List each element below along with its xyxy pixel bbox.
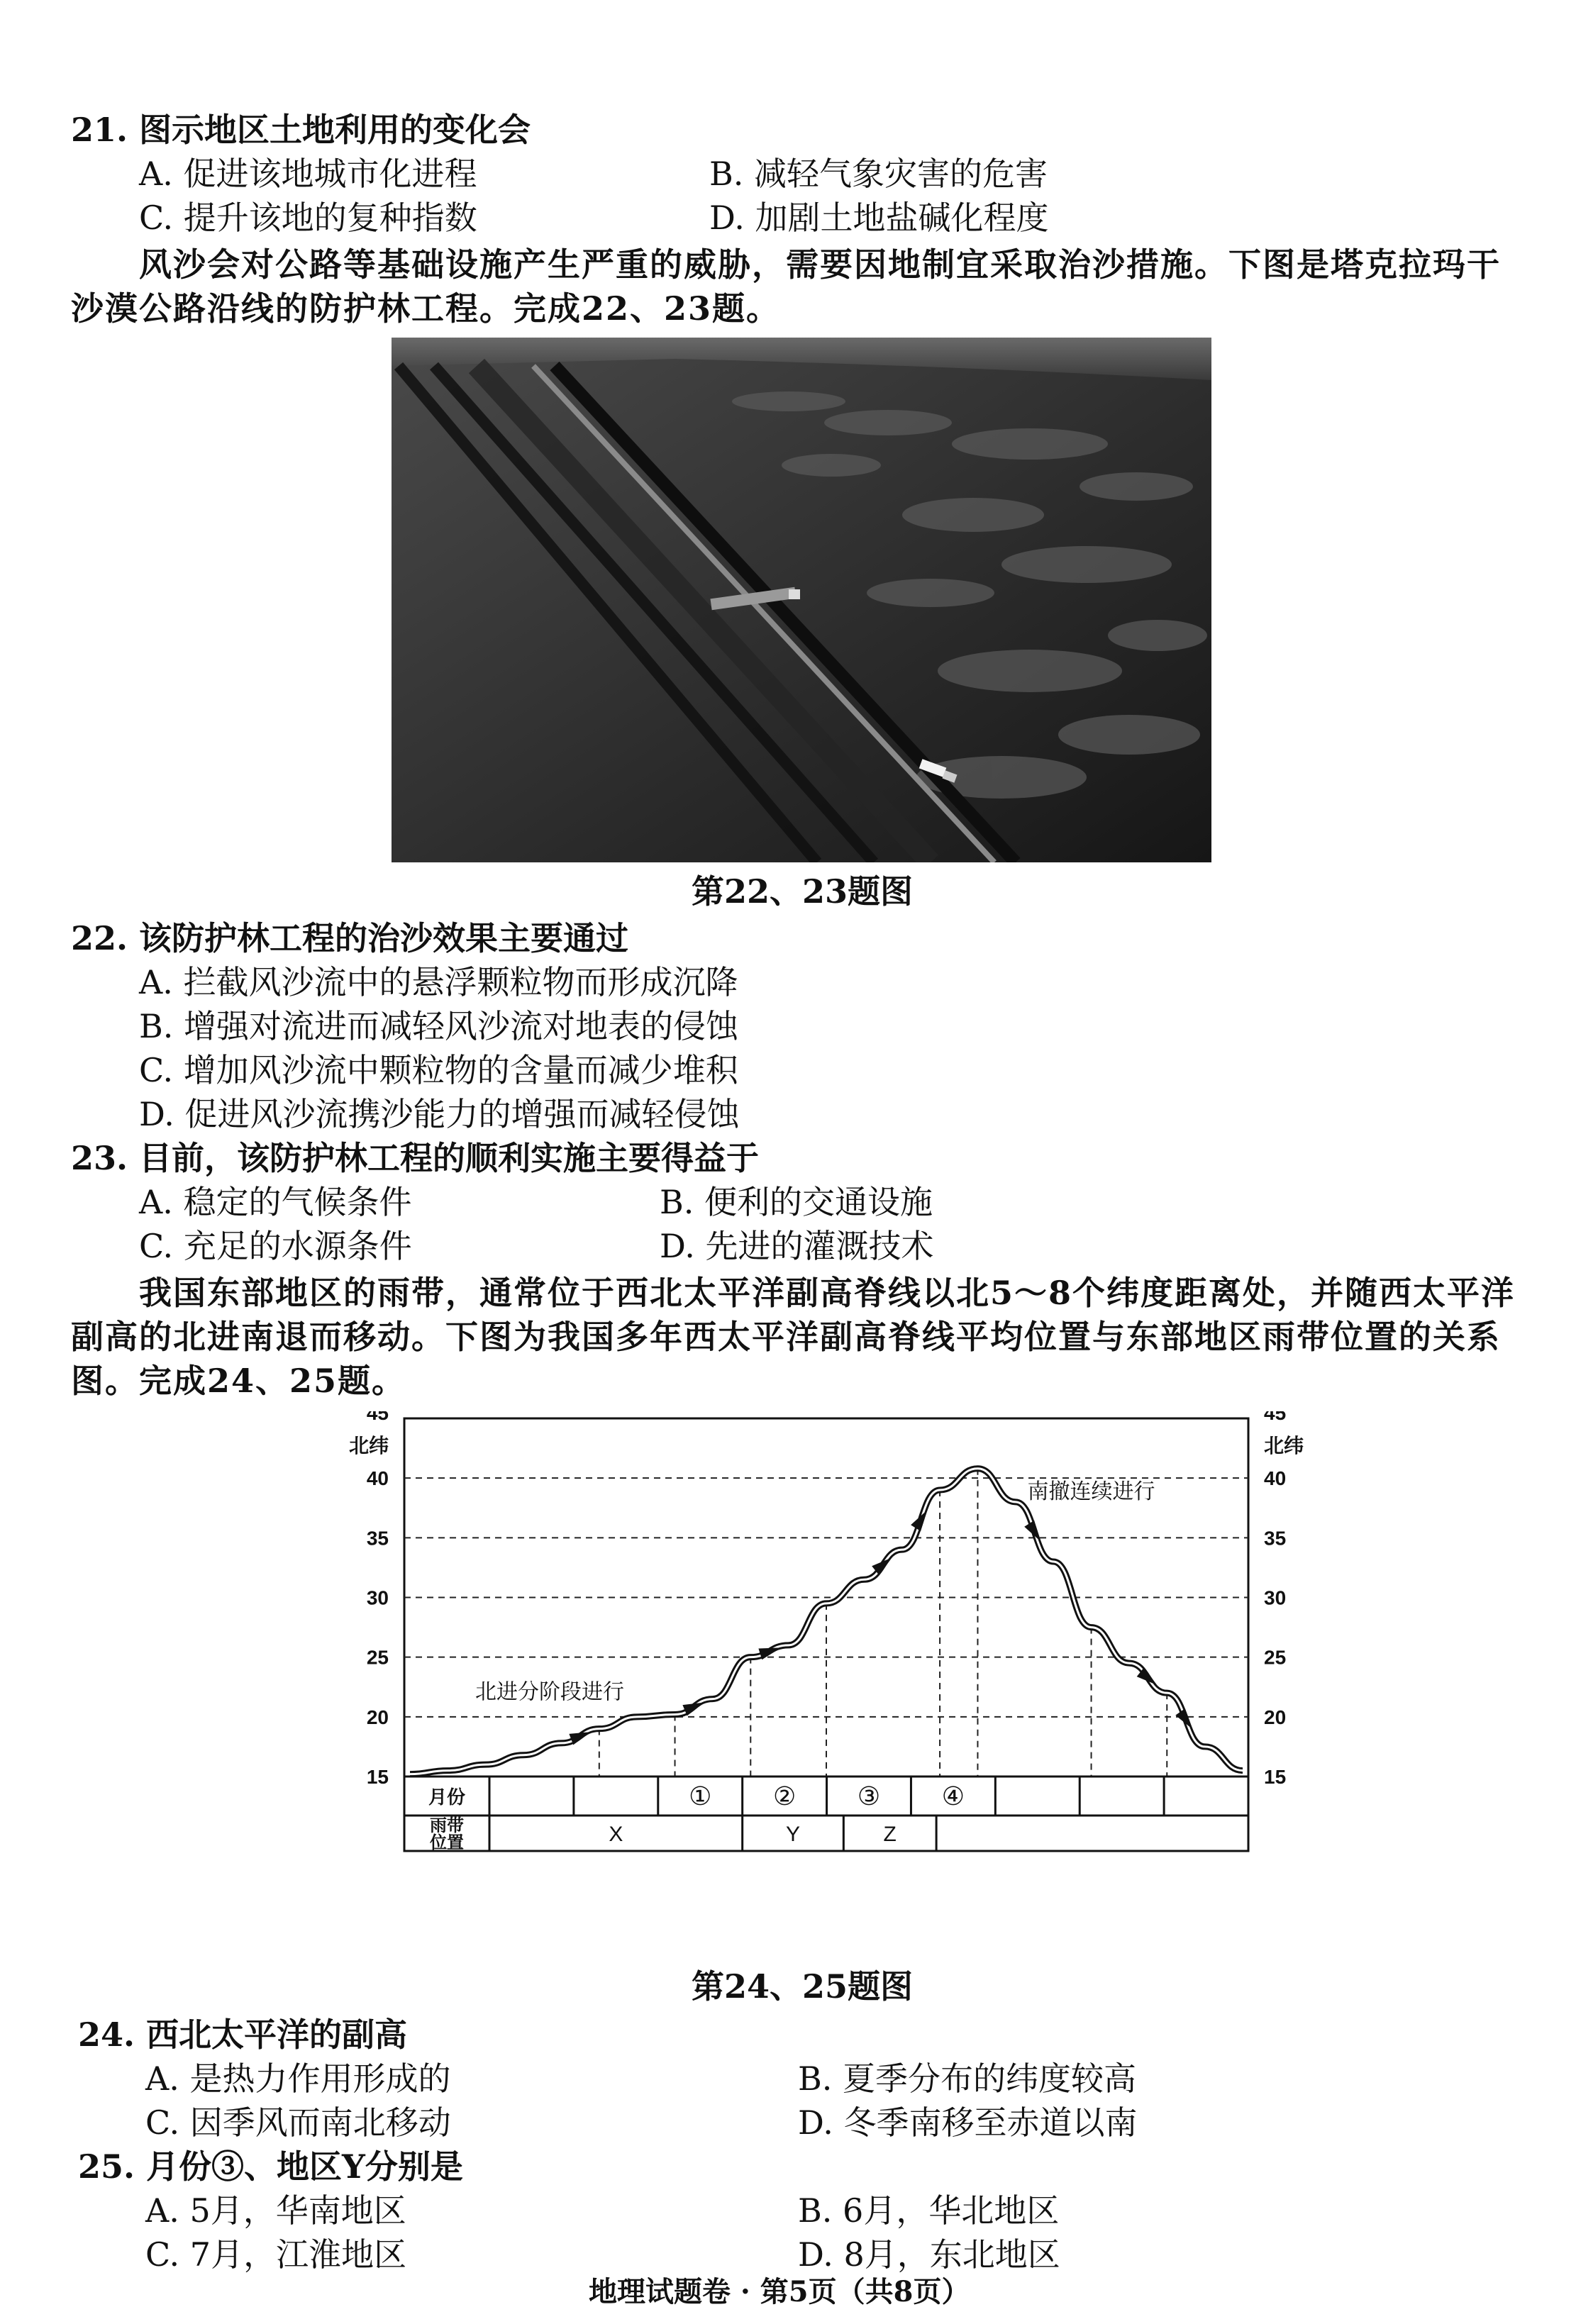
q21-option-a: A. 促进该地城市化进程 — [139, 155, 477, 193]
q23-option-a: A. 稳定的气候条件 — [139, 1183, 412, 1221]
q22-option-b: B. 增强对流进而减轻风沙流对地表的侵蚀 — [139, 1007, 739, 1045]
q21-option-d: D. 加剧土地盐碱化程度 — [709, 199, 1049, 237]
intro-24-25-line2: 副高的北进南退而移动。下图为我国多年西太平洋副高脊线平均位置与东部地区雨带位置的关系 — [71, 1318, 1501, 1356]
arrow-south-3 — [1175, 1708, 1192, 1729]
arrow-north-3 — [758, 1647, 780, 1659]
q24-option-b: B. 夏季分布的纬度较高 — [798, 2059, 1137, 2098]
y-tick-right-45: 45 — [1264, 1411, 1287, 1424]
y-tick-left-40: 40 — [366, 1467, 389, 1490]
month-cell-3: ② — [772, 1781, 797, 1811]
q25-option-d: D. 8月，东北地区 — [798, 2235, 1060, 2274]
q24-stem: 24. 西北太平洋的副高 — [78, 2016, 408, 2054]
q21-stem: 21. 图示地区土地利用的变化会 — [71, 111, 531, 149]
subtropical-high-chart — [333, 1411, 1341, 1957]
y-tick-right-15: 15 — [1264, 1766, 1287, 1788]
intro-22-23-line2: 沙漠公路沿线的防护林工程。完成22、23题。 — [71, 289, 781, 328]
y-tick-left-45: 45 — [366, 1411, 389, 1424]
annotation-north: 北进分阶段进行 — [475, 1680, 624, 1704]
month-cell-2: ① — [689, 1781, 712, 1811]
desert-road-photo — [392, 338, 1211, 862]
q22-stem: 22. 该防护林工程的治沙效果主要通过 — [71, 919, 629, 957]
q24-option-a: A. 是热力作用形成的 — [145, 2059, 451, 2098]
annotation-south: 南撤连续进行 — [1027, 1479, 1155, 1503]
photo-caption: 第22、23题图 — [692, 872, 914, 911]
q22-option-a: A. 拦截风沙流中的悬浮颗粒物而形成沉降 — [139, 963, 738, 1001]
chart-caption: 第24、25题图 — [692, 1967, 914, 2006]
y-tick-right-40: 40 — [1264, 1467, 1287, 1490]
y-tick-left-30: 30 — [366, 1586, 389, 1609]
arrow-north-5 — [911, 1511, 927, 1532]
intro-22-23-line1: 风沙会对公路等基础设施产生严重的威胁，需要因地制宜采取治沙措施。下图是塔克拉玛干 — [139, 245, 1501, 284]
q24-option-d: D. 冬季南移至赤道以南 — [798, 2103, 1138, 2142]
q22-option-c: C. 增加风沙流中颗粒物的含量而减少堆积 — [139, 1051, 738, 1089]
q25-stem: 25. 月份③、地区Y分别是 — [78, 2147, 463, 2186]
q25-option-c: C. 7月，江淮地区 — [145, 2235, 407, 2274]
month-cell-5: ④ — [941, 1781, 965, 1811]
y-tick-left-15: 15 — [366, 1766, 389, 1788]
intro-24-25-line3: 图。完成24、25题。 — [71, 1362, 406, 1400]
q25-option-b: B. 6月，华北地区 — [798, 2191, 1060, 2230]
y-unit-right: 北纬 — [1264, 1435, 1304, 1457]
y-tick-right-30: 30 — [1264, 1586, 1287, 1609]
y-tick-right-20: 20 — [1264, 1706, 1287, 1728]
y-tick-left-25: 25 — [366, 1646, 389, 1669]
chart-svg — [333, 1411, 1341, 1957]
rain-belt-Z: Z — [883, 1823, 897, 1846]
page-footer: 地理试题卷 · 第5页（共8页） — [589, 2275, 970, 2308]
y-tick-left-20: 20 — [366, 1706, 389, 1728]
y-tick-left-35: 35 — [366, 1527, 389, 1550]
table-row1-label: 月份 — [428, 1786, 466, 1808]
q24-option-c: C. 因季风而南北移动 — [145, 2103, 451, 2142]
table-row2-label-1: 雨带 — [430, 1816, 464, 1835]
intro-24-25-line1: 我国东部地区的雨带，通常位于西北太平洋副高脊线以北5～8个纬度距离处，并随西太平洋 — [139, 1274, 1516, 1312]
table-row2-label-2: 位置 — [430, 1833, 464, 1852]
q22-option-d: D. 促进风沙流携沙能力的增强而减轻侵蚀 — [139, 1095, 740, 1133]
month-cell-4: ③ — [857, 1781, 881, 1811]
y-tick-right-35: 35 — [1264, 1527, 1287, 1550]
q21-option-c: C. 提升该地的复种指数 — [139, 199, 477, 237]
rain-belt-Y: Y — [785, 1823, 801, 1846]
q25-option-a: A. 5月，华南地区 — [145, 2191, 406, 2230]
q21-option-b: B. 减轻气象灾害的危害 — [709, 155, 1048, 193]
y-unit-left: 北纬 — [348, 1435, 389, 1457]
q23-stem: 23. 目前，该防护林工程的顺利实施主要得益于 — [71, 1139, 760, 1177]
q23-option-c: C. 充足的水源条件 — [139, 1227, 412, 1265]
q23-option-b: B. 便利的交通设施 — [660, 1183, 933, 1221]
q23-option-d: D. 先进的灌溉技术 — [660, 1227, 934, 1265]
y-tick-right-25: 25 — [1264, 1646, 1287, 1669]
rain-belt-X: X — [609, 1823, 623, 1846]
